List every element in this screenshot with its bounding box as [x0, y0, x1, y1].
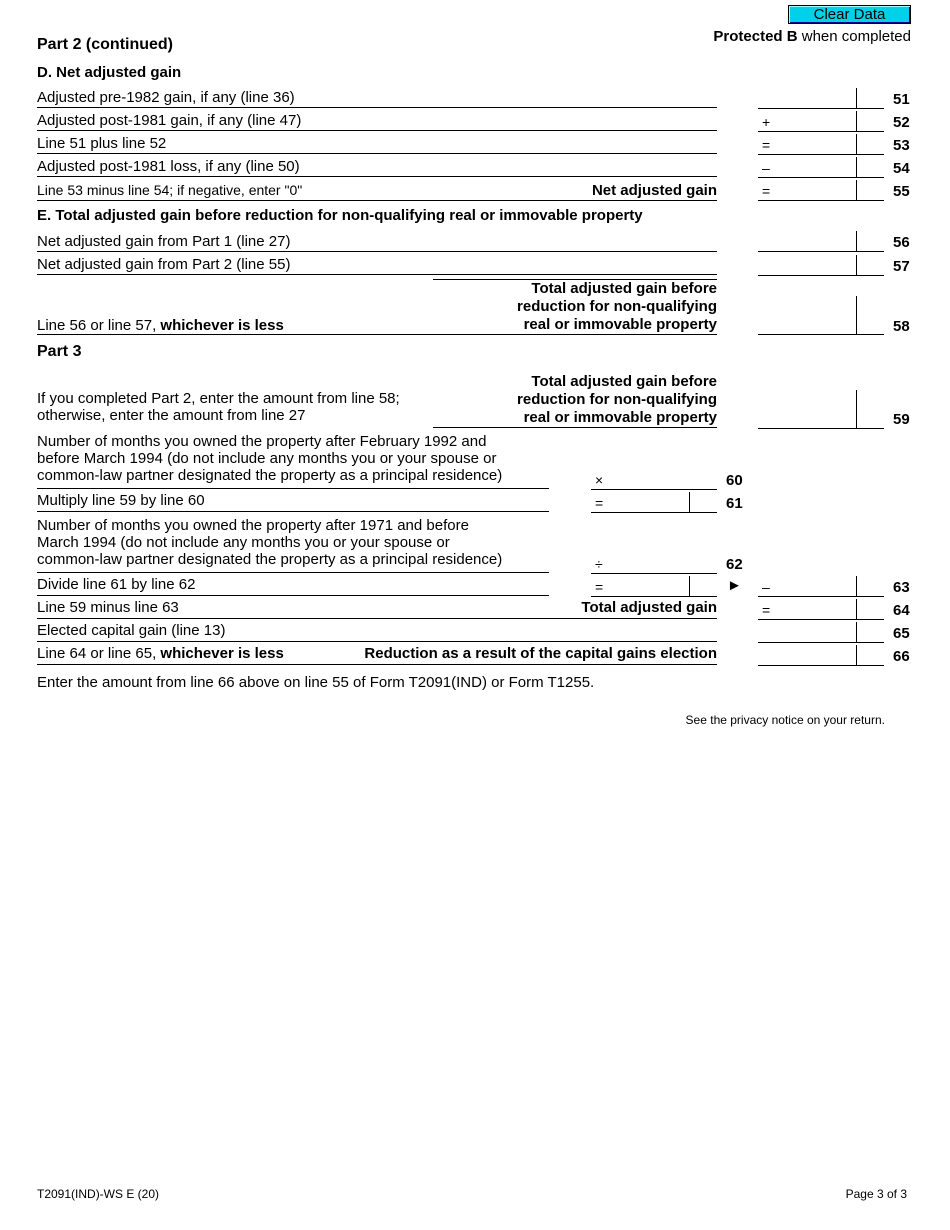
line-58-input[interactable] [772, 314, 852, 333]
line-58-right-label: Total adjusted gain before reduction for non-qualifying real or immovable property [517, 280, 717, 333]
line-61-rule [37, 511, 549, 512]
clear-data-button[interactable]: Clear Data [788, 5, 911, 24]
line-61-input[interactable] [605, 492, 685, 511]
line-63-label: Divide line 61 by line 62 [37, 576, 196, 593]
line-60-rule [37, 488, 549, 489]
line-62-field [591, 553, 717, 574]
line-56-rule [37, 251, 717, 252]
equals-sign: = [595, 579, 604, 595]
line-64-input[interactable] [772, 599, 852, 618]
line-62-label: Number of months you owned the property after 1971 and before March 1994 (do not include any months you or your spouse or common-law partner designated the property as a principal residence) [37, 517, 503, 568]
line-58-field [758, 296, 884, 335]
line-54-rule [37, 176, 717, 177]
line-52-label: Adjusted post-1981 gain, if any (line 47) [37, 112, 302, 129]
line-61-number: 61 [726, 495, 743, 512]
multiply-sign: × [595, 472, 604, 488]
line-60-label: Number of months you owned the property after February 1992 and before March 1994 (do not include any months you or your spouse or common-law partner designated the property as a principal residence) [37, 433, 503, 484]
minus-sign: – [762, 160, 770, 176]
line-55-rule [37, 200, 717, 201]
line-56-field [758, 231, 884, 252]
line-56-number: 56 [893, 234, 910, 251]
line-58-rule [37, 334, 717, 335]
line-57-input[interactable] [772, 255, 852, 274]
page-number: Page 3 of 3 [845, 1187, 907, 1201]
line-66-rule [37, 664, 717, 665]
line-52-field [758, 111, 884, 132]
line-63-rule [37, 595, 549, 596]
line-54-label: Adjusted post-1981 loss, if any (line 50) [37, 158, 300, 175]
line-60-number: 60 [726, 472, 743, 489]
line-59-label: If you completed Part 2, enter the amount from line 58; otherwise, enter the amount from line 27 [37, 390, 400, 424]
line-57-label: Net adjusted gain from Part 2 (line 55) [37, 256, 291, 273]
line-55-input[interactable] [772, 180, 852, 199]
line-52-input[interactable] [772, 111, 852, 130]
line-60-field [591, 469, 717, 490]
line-55-label: Line 53 minus line 54; if negative, enter "0" [37, 182, 303, 198]
line-54-input[interactable] [772, 157, 852, 176]
minus-sign: – [762, 579, 770, 595]
line-53-label: Line 51 plus line 52 [37, 135, 167, 152]
arrow-right-icon: ► [727, 577, 742, 594]
line-60-input[interactable] [605, 469, 685, 488]
line-56-input[interactable] [772, 231, 852, 250]
line-57-number: 57 [893, 258, 910, 275]
line-66-field [758, 645, 884, 666]
line-65-number: 65 [893, 625, 910, 642]
divide-sign: ÷ [595, 556, 603, 572]
line-63-input[interactable] [772, 576, 852, 595]
line-58-label: Line 56 or line 57, whichever is less [37, 317, 284, 334]
line-64-right-label: Total adjusted gain [581, 599, 717, 616]
line-65-label: Elected capital gain (line 13) [37, 622, 226, 639]
line-55-number: 55 [893, 183, 910, 200]
line-61-field [591, 492, 717, 513]
line-52-rule [37, 130, 717, 131]
line-66-right-label: Reduction as a result of the capital gains election [364, 645, 717, 662]
line-55-right-label: Net adjusted gain [591, 182, 717, 199]
part-title: Part 2 (continued) [37, 36, 174, 53]
line-64-number: 64 [893, 602, 910, 619]
section-e-title: E. Total adjusted gain before reduction for non-qualifying real or immovable property [37, 207, 643, 224]
protected-b-label: Protected B [713, 28, 798, 45]
line-63-number: 63 [893, 579, 910, 596]
line-58-top-rule [433, 279, 717, 280]
line-62-input[interactable] [605, 553, 685, 572]
section-d-title: D. Net adjusted gain [37, 64, 182, 81]
line-57-field [758, 255, 884, 276]
line-63-field-left [591, 576, 717, 597]
instruction-text: Enter the amount from line 66 above on line 55 of Form T2091(IND) or Form T1255. [37, 674, 595, 691]
line-59-right-label: Total adjusted gain before reduction for non-qualifying real or immovable property [517, 373, 717, 426]
when-completed-label: when completed [797, 28, 911, 45]
line-66-input[interactable] [772, 645, 852, 664]
line-64-rule [37, 618, 717, 619]
line-57-rule [37, 274, 717, 275]
line-65-rule [37, 641, 717, 642]
equals-sign: = [762, 602, 771, 618]
line-51-rule [37, 107, 717, 108]
equals-sign: = [762, 137, 771, 153]
line-53-rule [37, 153, 717, 154]
line-65-field [758, 622, 884, 643]
line-56-label: Net adjusted gain from Part 1 (line 27) [37, 233, 291, 250]
line-65-input[interactable] [772, 622, 852, 641]
line-66-number: 66 [893, 648, 910, 665]
line-53-field [758, 134, 884, 155]
line-63-field [758, 576, 884, 597]
line-51-label: Adjusted pre-1982 gain, if any (line 36) [37, 89, 295, 106]
line-61-label: Multiply line 59 by line 60 [37, 492, 205, 509]
equals-sign: = [595, 495, 604, 511]
line-51-field [758, 88, 884, 109]
line-64-field [758, 599, 884, 620]
line-52-number: 52 [893, 114, 910, 131]
form-id: T2091(IND)-WS E (20) [37, 1187, 160, 1201]
line-62-number: 62 [726, 556, 743, 573]
equals-sign: = [762, 183, 771, 199]
privacy-notice: See the privacy notice on your return. [685, 713, 885, 727]
line-59-input[interactable] [772, 408, 852, 427]
line-59-field [758, 390, 884, 429]
line-53-input[interactable] [772, 134, 852, 153]
line-51-number: 51 [893, 91, 910, 108]
part-3-title: Part 3 [37, 343, 82, 360]
line-59-number: 59 [893, 411, 910, 428]
line-55-field [758, 180, 884, 201]
plus-sign: + [762, 114, 771, 130]
protected-notice [713, 28, 911, 45]
line-54-field [758, 157, 884, 178]
line-64-label: Line 59 minus line 63 [37, 599, 179, 616]
line-63-input-left[interactable] [605, 576, 685, 595]
line-54-number: 54 [893, 160, 910, 177]
line-58-number: 58 [893, 318, 910, 335]
line-66-label: Line 64 or line 65, whichever is less [37, 645, 284, 662]
line-53-number: 53 [893, 137, 910, 154]
line-59-rule [433, 427, 717, 428]
line-62-rule [37, 572, 549, 573]
line-51-input[interactable] [772, 88, 852, 107]
